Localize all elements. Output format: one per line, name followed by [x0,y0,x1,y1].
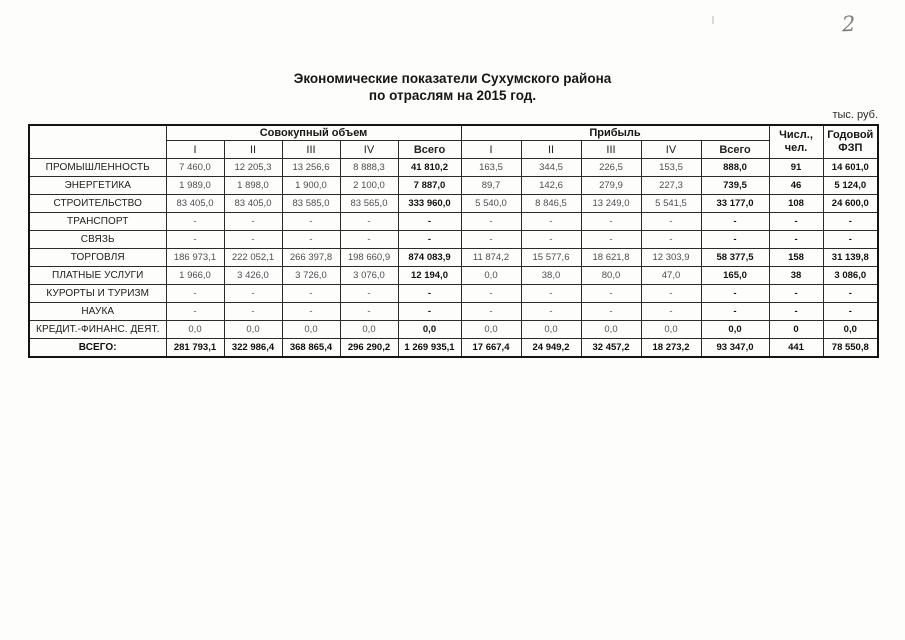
row-label-cell: КРЕДИТ.-ФИНАНС. ДЕЯТ. [29,321,166,339]
row-label-cell: СВЯЗЬ [29,231,166,249]
profit-q2-cell: 344,5 [521,159,581,177]
table-row [29,285,878,303]
profit-total-cell: 888,0 [701,159,769,177]
profit-q1-cell: - [461,213,521,231]
table-row [29,177,878,195]
profit-q3-cell: - [581,285,641,303]
table-row [29,213,878,231]
profit-q2-cell: 38,0 [521,267,581,285]
profit-q4-header: IV [641,141,701,159]
volume-q4-cell: 83 565,0 [340,195,398,213]
profit-q1-header: I [461,141,521,159]
staff-count-cell: - [769,303,823,321]
staff-count-cell: 158 [769,249,823,267]
profit-q1-cell: - [461,303,521,321]
profit-q4-cell: 153,5 [641,159,701,177]
annual-fund-cell: 0,0 [823,321,878,339]
volume-q3-cell: 368 865,4 [282,339,340,358]
table-row [29,267,878,285]
volume-q2-cell: - [224,231,282,249]
profit-total-header: Всего [701,141,769,159]
volume-q4-cell: 8 888,3 [340,159,398,177]
volume-q1-cell: 83 405,0 [166,195,224,213]
row-label-cell: ЭНЕРГЕТИКА [29,177,166,195]
corner-cell [29,125,166,159]
staff-count-cell: - [769,213,823,231]
volume-q1-cell: - [166,213,224,231]
profit-q1-cell: 0,0 [461,267,521,285]
row-label-cell: КУРОРТЫ И ТУРИЗМ [29,285,166,303]
profit-q2-cell: - [521,303,581,321]
table-row [29,195,878,213]
volume-q2-cell: 222 052,1 [224,249,282,267]
fund-header-line2: ФЗП [838,142,863,154]
annual-fund-cell: - [823,231,878,249]
staff-count-cell: 38 [769,267,823,285]
profit-q1-cell: 89,7 [461,177,521,195]
profit-q4-cell: 18 273,2 [641,339,701,358]
profit-q1-cell: - [461,285,521,303]
volume-q3-cell: 266 397,8 [282,249,340,267]
volume-q4-cell: 3 076,0 [340,267,398,285]
profit-q4-cell: 5 541,5 [641,195,701,213]
staff-header-line2: чел. [784,142,808,154]
volume-q1-cell: - [166,285,224,303]
row-label-cell: ТРАНСПОРТ [29,213,166,231]
handwritten-page-number: 2 [841,11,856,37]
profit-q1-cell: 5 540,0 [461,195,521,213]
volume-q3-cell: 13 256,6 [282,159,340,177]
table-row [29,303,878,321]
volume-q1-cell: 7 460,0 [166,159,224,177]
profit-q1-cell: 11 874,2 [461,249,521,267]
profit-q3-cell: - [581,213,641,231]
volume-total-cell: - [398,231,461,249]
staff-count-cell: 108 [769,195,823,213]
volume-q1-cell: - [166,231,224,249]
fund-column-header [823,125,878,159]
profit-q4-cell: 0,0 [641,321,701,339]
profit-q4-cell: 47,0 [641,267,701,285]
annual-fund-cell: 3 086,0 [823,267,878,285]
volume-q2-cell: 322 986,4 [224,339,282,358]
annual-fund-cell: - [823,285,878,303]
volume-total-cell: 41 810,2 [398,159,461,177]
annual-fund-cell: - [823,303,878,321]
volume-q4-cell: - [340,303,398,321]
profit-q4-cell: - [641,231,701,249]
profit-q4-cell: - [641,213,701,231]
profit-q3-cell: 80,0 [581,267,641,285]
staff-column-header [769,125,823,159]
table-header-row-groups [29,125,878,141]
profit-group-header: Прибыль [461,125,769,141]
row-label-cell: ТОРГОВЛЯ [29,249,166,267]
volume-q1-cell: 0,0 [166,321,224,339]
volume-q2-cell: 12 205,3 [224,159,282,177]
volume-q4-cell: 296 290,2 [340,339,398,358]
table-header [29,125,878,159]
profit-q3-cell: 18 621,8 [581,249,641,267]
row-label-cell: СТРОИТЕЛЬСТВО [29,195,166,213]
profit-q3-cell: - [581,231,641,249]
profit-q4-cell: 12 303,9 [641,249,701,267]
row-label-cell: ПЛАТНЫЕ УСЛУГИ [29,267,166,285]
volume-q4-cell: - [340,285,398,303]
table-row [29,249,878,267]
annual-fund-cell: 5 124,0 [823,177,878,195]
profit-q1-cell: 163,5 [461,159,521,177]
profit-q2-cell: 24 949,2 [521,339,581,358]
profit-q3-cell: 226,5 [581,159,641,177]
volume-q3-cell: - [282,285,340,303]
volume-q2-cell: 83 405,0 [224,195,282,213]
profit-total-cell: 0,0 [701,321,769,339]
volume-q1-cell: 1 966,0 [166,267,224,285]
volume-q2-cell: 3 426,0 [224,267,282,285]
volume-q2-cell: - [224,285,282,303]
volume-q2-header: II [224,141,282,159]
volume-q1-cell: 186 973,1 [166,249,224,267]
profit-q3-cell: 13 249,0 [581,195,641,213]
volume-total-cell: - [398,285,461,303]
volume-q3-cell: - [282,213,340,231]
annual-fund-cell: - [823,213,878,231]
volume-q3-cell: 3 726,0 [282,267,340,285]
volume-total-cell: 12 194,0 [398,267,461,285]
volume-q1-cell: - [166,303,224,321]
profit-q3-cell: 279,9 [581,177,641,195]
profit-q3-cell: - [581,303,641,321]
volume-total-cell: 1 269 935,1 [398,339,461,358]
table-body [29,159,878,358]
annual-fund-cell: 24 600,0 [823,195,878,213]
volume-q3-cell: 83 585,0 [282,195,340,213]
profit-total-cell: - [701,303,769,321]
row-label-cell: НАУКА [29,303,166,321]
profit-total-cell: 93 347,0 [701,339,769,358]
profit-total-cell: - [701,285,769,303]
volume-q3-header: III [282,141,340,159]
table-row [29,321,878,339]
volume-total-cell: 0,0 [398,321,461,339]
profit-q3-header: III [581,141,641,159]
volume-q1-cell: 281 793,1 [166,339,224,358]
profit-q2-cell: 8 846,5 [521,195,581,213]
table-row [29,231,878,249]
volume-total-cell: - [398,303,461,321]
volume-q1-cell: 1 989,0 [166,177,224,195]
table-row [29,159,878,177]
profit-q2-cell: - [521,285,581,303]
profit-q4-cell: - [641,285,701,303]
profit-q2-cell: 142,6 [521,177,581,195]
volume-q4-cell: 0,0 [340,321,398,339]
staff-header-line1: Числ., [779,129,813,141]
volume-q4-cell: - [340,213,398,231]
volume-q1-header: I [166,141,224,159]
volume-q3-cell: 0,0 [282,321,340,339]
profit-q4-cell: - [641,303,701,321]
volume-q4-header: IV [340,141,398,159]
volume-q4-cell: - [340,231,398,249]
volume-q3-cell: - [282,303,340,321]
staff-count-cell: - [769,285,823,303]
profit-q3-cell: 32 457,2 [581,339,641,358]
volume-q2-cell: 0,0 [224,321,282,339]
volume-q3-cell: 1 900,0 [282,177,340,195]
profit-total-cell: 739,5 [701,177,769,195]
row-label-cell: ВСЕГО: [29,339,166,358]
staff-count-cell: 0 [769,321,823,339]
table-row-total [29,339,878,358]
units-label: тыс. руб. [832,109,878,121]
staff-count-cell: - [769,231,823,249]
annual-fund-cell: 14 601,0 [823,159,878,177]
volume-total-cell: 874 083,9 [398,249,461,267]
volume-total-cell: 7 887,0 [398,177,461,195]
staff-count-cell: 441 [769,339,823,358]
volume-total-cell: 333 960,0 [398,195,461,213]
volume-total-cell: - [398,213,461,231]
profit-q2-cell: - [521,213,581,231]
document-title [0,70,905,104]
document-title-line1: Экономические показатели Сухумского района [293,71,612,86]
profit-q3-cell: 0,0 [581,321,641,339]
profit-total-cell: 33 177,0 [701,195,769,213]
volume-q2-cell: 1 898,0 [224,177,282,195]
profit-q1-cell: 0,0 [461,321,521,339]
profit-q4-cell: 227,3 [641,177,701,195]
staff-count-cell: 46 [769,177,823,195]
profit-q2-header: II [521,141,581,159]
profit-q2-cell: - [521,231,581,249]
volume-group-header: Совокупный объем [166,125,461,141]
profit-q1-cell: - [461,231,521,249]
fund-header-line1: Годовой [827,129,874,141]
profit-total-cell: 165,0 [701,267,769,285]
annual-fund-cell: 78 550,8 [823,339,878,358]
profit-total-cell: 58 377,5 [701,249,769,267]
document-title-line2: по отраслям на 2015 год. [368,88,537,103]
volume-q2-cell: - [224,303,282,321]
profit-q2-cell: 15 577,6 [521,249,581,267]
volume-q3-cell: - [282,231,340,249]
economic-indicators-table [28,124,879,358]
profit-total-cell: - [701,231,769,249]
volume-q2-cell: - [224,213,282,231]
volume-q4-cell: 198 660,9 [340,249,398,267]
profit-q2-cell: 0,0 [521,321,581,339]
profit-total-cell: - [701,213,769,231]
scan-speck [712,16,714,24]
row-label-cell: ПРОМЫШЛЕННОСТЬ [29,159,166,177]
profit-q1-cell: 17 667,4 [461,339,521,358]
staff-count-cell: 91 [769,159,823,177]
volume-total-header: Всего [398,141,461,159]
volume-q4-cell: 2 100,0 [340,177,398,195]
annual-fund-cell: 31 139,8 [823,249,878,267]
